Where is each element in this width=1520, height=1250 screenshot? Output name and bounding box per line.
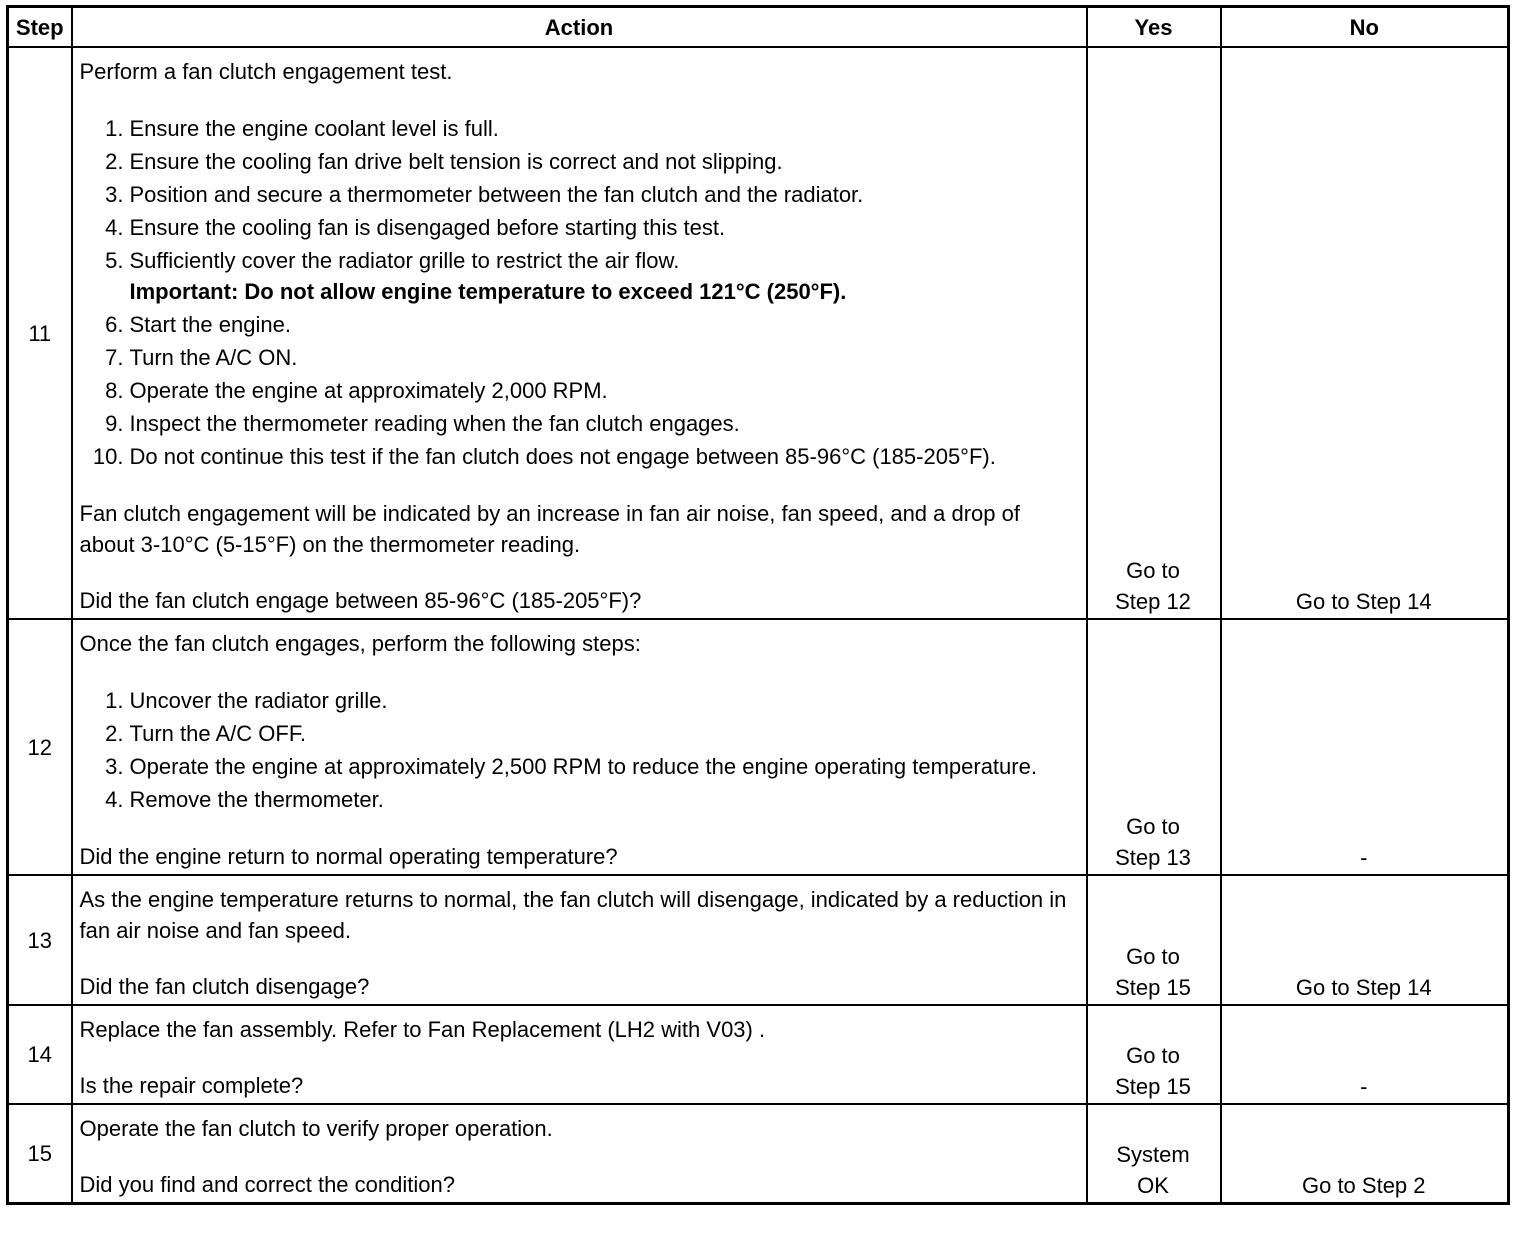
list-item-number: 4. [105, 787, 124, 812]
action-question: Did the fan clutch disengage? [79, 974, 370, 999]
list-item [80, 440, 1078, 473]
header-step: Step [8, 7, 72, 48]
list-item [80, 717, 1078, 750]
list-item [80, 211, 1078, 244]
list-item [80, 684, 1078, 717]
list-item-text-wrap [130, 408, 1078, 439]
action-intro: As the engine temperature returns to normal, the fan clutch will disengage, indicated by a reduction in fan air noise and fan speed. [79, 887, 1067, 943]
list-item-number: 3. [105, 182, 124, 207]
list-item-text: Position and secure a thermometer between the fan clutch and the radiator. [129, 182, 864, 207]
spacer [80, 816, 1078, 841]
list-item-text-wrap [130, 179, 1078, 210]
list-item [80, 308, 1078, 341]
list-item-number: 3. [105, 754, 124, 779]
list-item-number: 1. [105, 688, 124, 713]
list-item-text: Inspect the thermometer reading when the fan clutch engages. [129, 411, 740, 436]
table-row [8, 47, 1509, 619]
list-item [80, 374, 1078, 407]
action-question: Is the repair complete? [79, 1073, 304, 1098]
action-question: Did the fan clutch engage between 85-96°C (185-205°F)? [79, 588, 642, 613]
list-item-text-wrap [130, 212, 1078, 243]
action-note: Fan clutch engagement will be indicated by an increase in fan air noise, fan speed, and a drop of about 3-10°C (5-15°F) on the thermometer reading. [79, 501, 1020, 557]
action-cell [72, 1104, 1087, 1204]
no-result: Go to Step 14 [1221, 875, 1509, 1005]
list-item-number: 2. [105, 721, 124, 746]
step-number: 13 [8, 875, 72, 1005]
list-item-text-wrap [130, 375, 1078, 406]
table-row [8, 1104, 1509, 1204]
table-body [8, 47, 1509, 1204]
list-item-text-wrap [130, 718, 1078, 749]
action-cell [72, 47, 1087, 619]
yes-result: Go to Step 15 [1087, 1005, 1221, 1104]
list-item [80, 112, 1078, 145]
list-item-text: Turn the A/C ON. [129, 345, 298, 370]
list-item-text: Do not continue this test if the fan clutch does not engage between 85-96°C (185-205°F). [129, 444, 996, 469]
list-item-text: Uncover the radiator grille. [129, 688, 388, 713]
yes-result: Go to Step 13 [1087, 619, 1221, 875]
header-no: No [1221, 7, 1509, 48]
yes-result: Go to Step 15 [1087, 875, 1221, 1005]
no-result: Go to Step 14 [1221, 47, 1509, 619]
list-item [80, 145, 1078, 178]
list-item-text-wrap [130, 751, 1078, 782]
list-item-text-wrap [130, 784, 1078, 815]
spacer [80, 946, 1078, 971]
list-item [80, 750, 1078, 783]
step-number: 15 [8, 1104, 72, 1204]
spacer [80, 560, 1078, 585]
no-result: - [1221, 1005, 1509, 1104]
spacer [80, 659, 1078, 684]
list-item-number: 8. [105, 378, 124, 403]
list-item-text-wrap [130, 685, 1078, 716]
list-item-number: 5. [105, 248, 124, 273]
list-item-text: Sufficiently cover the radiator grille to restrict the air flow. [129, 248, 680, 273]
diagnostic-table [6, 5, 1510, 1205]
procedure-list [80, 112, 1078, 473]
list-item-number: 6. [105, 312, 124, 337]
list-item-text-wrap [130, 309, 1078, 340]
spacer [80, 473, 1078, 498]
list-item-text-wrap [130, 245, 1078, 307]
action-intro: Replace the fan assembly. Refer to Fan Replacement (LH2 with V03) . [79, 1017, 766, 1042]
spacer [80, 1045, 1078, 1070]
list-item-text: Start the engine. [129, 312, 291, 337]
table-row [8, 1005, 1509, 1104]
list-item-number: 1. [105, 116, 124, 141]
action-question: Did you find and correct the condition? [79, 1172, 455, 1197]
yes-result: Go to Step 12 [1087, 47, 1221, 619]
spacer [80, 1144, 1078, 1169]
important-note: Important: Do not allow engine temperature to exceed 121°C (250°F). [129, 279, 847, 304]
list-item [80, 341, 1078, 374]
list-item-text: Ensure the cooling fan drive belt tension is correct and not slipping. [129, 149, 783, 174]
procedure-list [80, 684, 1078, 816]
list-item-number: 7. [105, 345, 124, 370]
table-row [8, 619, 1509, 875]
list-item-text: Operate the engine at approximately 2,000 RPM. [129, 378, 608, 403]
action-intro: Operate the fan clutch to verify proper operation. [79, 1116, 553, 1141]
list-item [80, 407, 1078, 440]
list-item-text: Turn the A/C OFF. [129, 721, 306, 746]
list-item-text-wrap [130, 441, 1078, 472]
list-item-number: 2. [105, 149, 124, 174]
action-cell [72, 1005, 1087, 1104]
diagnostic-table-container [6, 5, 1510, 1205]
action-cell [72, 619, 1087, 875]
list-item-number: 4. [105, 215, 124, 240]
header-row [8, 7, 1509, 48]
table-row [8, 875, 1509, 1005]
list-item-text-wrap [130, 146, 1078, 177]
action-intro: Once the fan clutch engages, perform the following steps: [79, 631, 641, 656]
header-yes: Yes [1087, 7, 1221, 48]
yes-result: System OK [1087, 1104, 1221, 1204]
list-item [80, 244, 1078, 308]
step-number: 14 [8, 1005, 72, 1104]
no-result: - [1221, 619, 1509, 875]
list-item-text: Ensure the engine coolant level is full. [129, 116, 499, 141]
list-item-text: Ensure the cooling fan is disengaged before starting this test. [129, 215, 726, 240]
action-question: Did the engine return to normal operating temperature? [79, 844, 618, 869]
list-item [80, 783, 1078, 816]
list-item-text-wrap [130, 342, 1078, 373]
list-item-text-wrap [130, 113, 1078, 144]
list-item-number: 10. [92, 444, 124, 469]
header-action: Action [72, 7, 1087, 48]
list-item [80, 178, 1078, 211]
action-intro: Perform a fan clutch engagement test. [79, 59, 453, 84]
action-cell [72, 875, 1087, 1005]
step-number: 12 [8, 619, 72, 875]
spacer [80, 87, 1078, 112]
no-result: Go to Step 2 [1221, 1104, 1509, 1204]
list-item-text: Operate the engine at approximately 2,500 RPM to reduce the engine operating temperature. [129, 754, 1037, 779]
list-item-number: 9. [105, 411, 124, 436]
step-number: 11 [8, 47, 72, 619]
list-item-text: Remove the thermometer. [129, 787, 384, 812]
